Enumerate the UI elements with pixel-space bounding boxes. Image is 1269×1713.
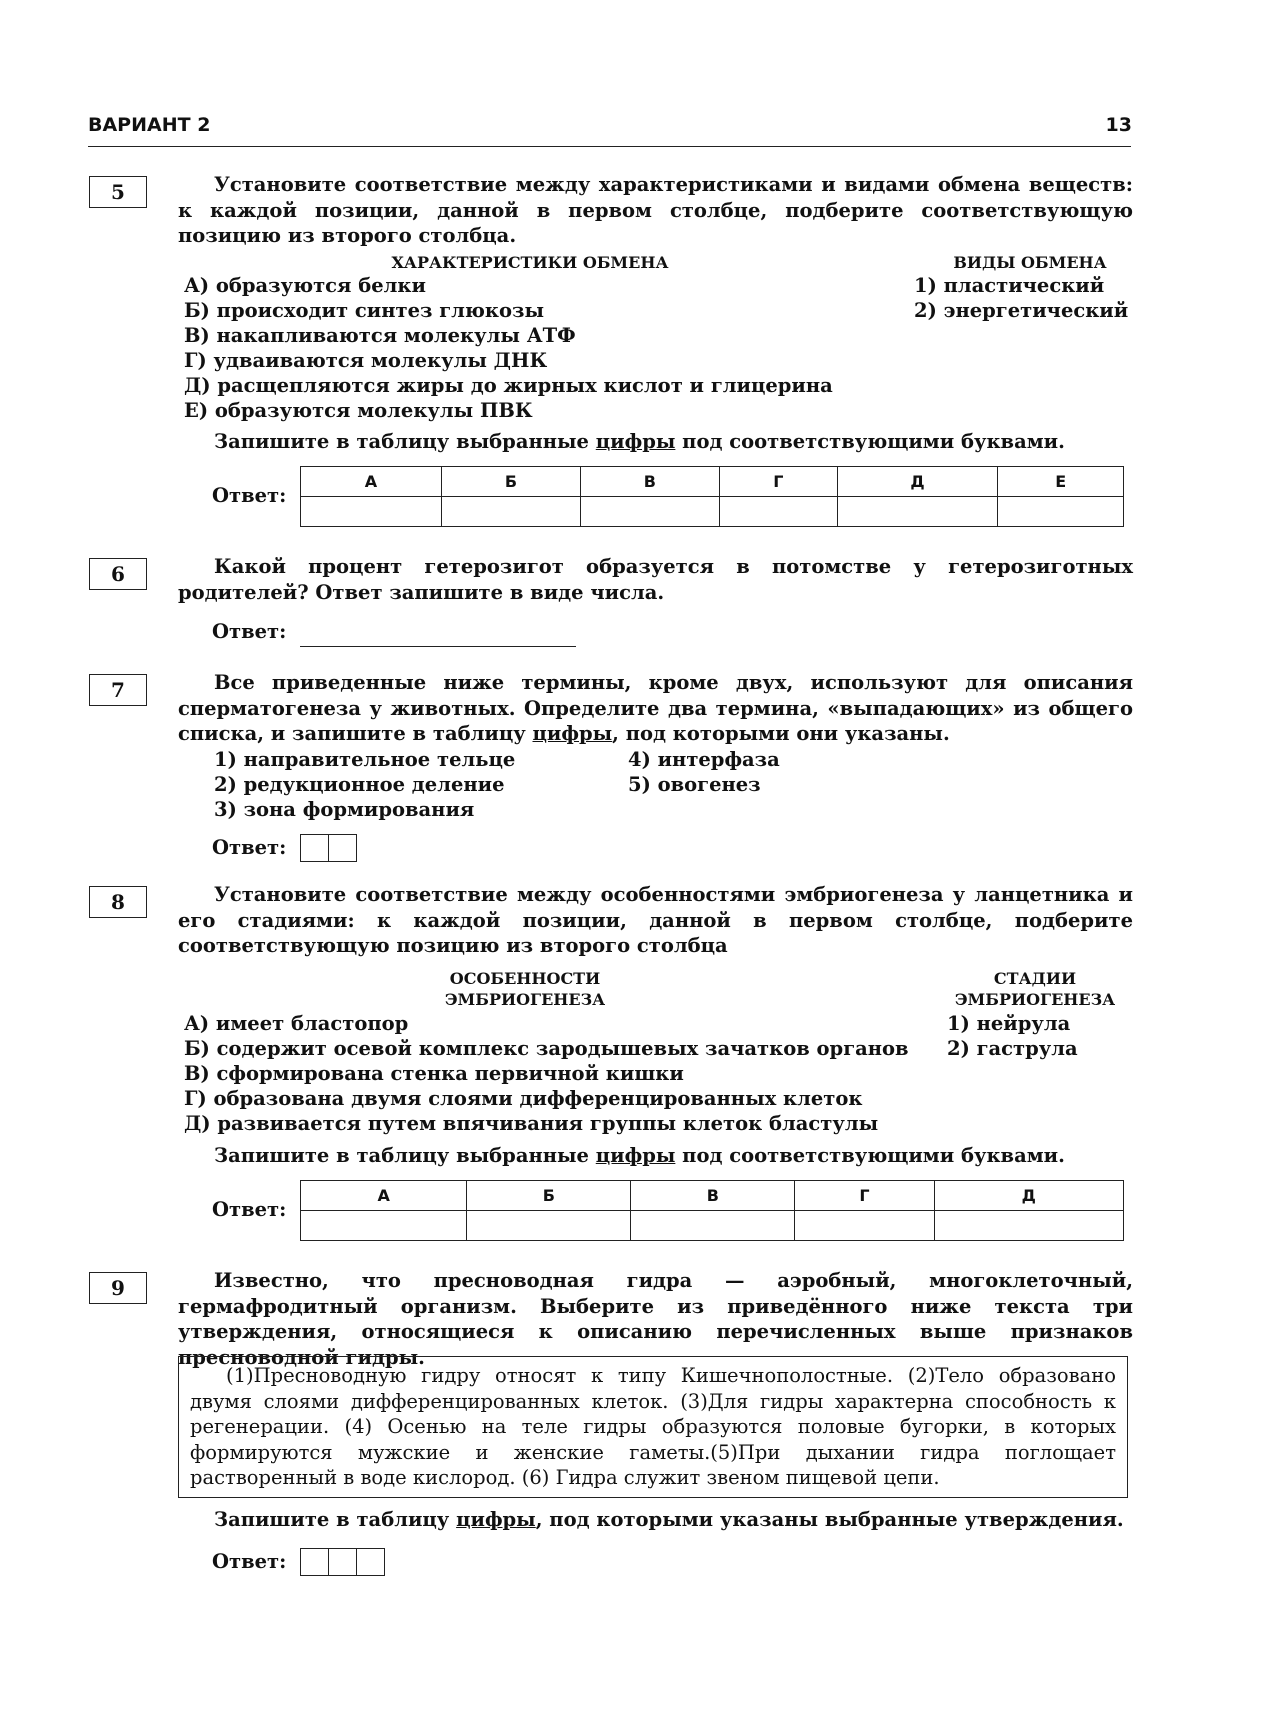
table-header-letter: Д — [837, 467, 998, 497]
task-8-text: Установите соответствие между особенностями эмбриогенеза у ланцетника и его стадиями: к каждой позиции, данной в первом столбце, подберите соответствующую позицию из второго столбца — [178, 883, 1133, 957]
table-header-letter: А — [301, 467, 442, 497]
task-5-text: Установите соответствие между характеристиками и видами обмена веществ: к каждой позиции, данной в первом столбце, подберите соответствующую позицию из второго столбца. — [178, 173, 1133, 247]
header-rule — [88, 146, 1131, 147]
table-header-letter: Г — [719, 467, 837, 497]
task-6-text: Какой процент гетерозигот образуется в потомстве у гетерозиготных родителей? Ответ запишите в виде числа. — [178, 555, 1133, 604]
task-5-option: 2) энергетический — [914, 299, 1129, 322]
answer-cell[interactable] — [631, 1211, 795, 1241]
task-5-answer-label: Ответ: — [212, 484, 287, 507]
task-5-item: А) образуются белки — [184, 274, 426, 297]
table-header-letter: В — [631, 1181, 795, 1211]
task-7-answer-label: Ответ: — [212, 836, 287, 859]
table-header-letter: А — [301, 1181, 467, 1211]
task-5-item: Б) происходит синтез глюкозы — [184, 299, 544, 322]
table-header-letter: В — [580, 467, 719, 497]
answer-cell[interactable] — [998, 497, 1124, 527]
task-8-instruction: Запишите в таблицу выбранные цифры под соответствующими буквами. — [214, 1144, 1065, 1167]
answer-cell[interactable] — [719, 497, 837, 527]
task-number-7: 7 — [89, 674, 147, 706]
page-header-variant: ВАРИАНТ 2 — [88, 114, 211, 136]
table-header-letter: Г — [795, 1181, 934, 1211]
task-7-term: 1) направительное тельце — [214, 748, 516, 771]
task-9-answer-boxes[interactable] — [300, 1548, 385, 1576]
task-9-statements-box — [178, 1356, 1128, 1498]
task-8-item: В) сформирована стенка первичной кишки — [184, 1062, 684, 1085]
task-7-answer-boxes[interactable] — [300, 834, 357, 862]
table-header-letter: Е — [998, 467, 1124, 497]
task-7-text: Все приведенные ниже термины, кроме двух, используют для описания сперматогенеза у животных. Определите два термина, «выпадающих» из общего списка, и запишите в таблицу цифры, под которыми они указаны. — [178, 671, 1133, 745]
task-5-item: Е) образуются молекулы ПВК — [184, 399, 533, 422]
task-6-answer-line[interactable] — [300, 620, 576, 647]
table-header-letter: Д — [934, 1181, 1123, 1211]
task-7-term: 3) зона формирования — [214, 798, 475, 821]
task-9-text: Известно, что пресноводная гидра — аэробный, многоклеточный, гермафродитный организм. Выберите из приведённого ниже текста три утверждения, относящиеся к описанию перечисленных выше признаков пресноводной гидры. — [178, 1269, 1133, 1369]
task-number-5: 5 — [89, 176, 147, 208]
task-6-answer-label: Ответ: — [212, 620, 287, 643]
answer-cell[interactable] — [301, 497, 442, 527]
task-8-col1-header: ОСОБЕННОСТИ ЭМБРИОГЕНЕЗА — [444, 969, 606, 1009]
task-8-item: Д) развивается путем впячивания группы клеток бластулы — [184, 1112, 879, 1135]
task-9-answer-label: Ответ: — [212, 1550, 287, 1573]
task-5-col1-header: ХАРАКТЕРИСТИКИ ОБМЕНА — [391, 253, 669, 272]
task-5-instruction: Запишите в таблицу выбранные цифры под соответствующими буквами. — [214, 430, 1065, 453]
table-header-letter: Б — [467, 1181, 631, 1211]
task-7-term: 5) овогенез — [628, 773, 761, 796]
task-8-col2-header: СТАДИИ ЭМБРИОГЕНЕЗА — [954, 969, 1116, 1009]
task-7-term: 4) интерфаза — [628, 748, 780, 771]
answer-cell[interactable] — [467, 1211, 631, 1241]
task-5-answer-table — [300, 466, 1124, 527]
task-9-instruction: Запишите в таблицу цифры, под которыми указаны выбранные утверждения. — [214, 1508, 1124, 1531]
task-5-item: В) накапливаются молекулы АТФ — [184, 324, 576, 347]
answer-cell[interactable] — [934, 1211, 1123, 1241]
task-5-item: Д) расщепляются жиры до жирных кислот и глицерина — [184, 374, 833, 397]
answer-cell[interactable] — [837, 497, 998, 527]
task-7-term: 2) редукционное деление — [214, 773, 505, 796]
task-5-item: Г) удваиваются молекулы ДНК — [184, 349, 548, 372]
page-number: 13 — [1105, 114, 1132, 136]
task-5-option: 1) пластический — [914, 274, 1105, 297]
task-8-item: Г) образована двумя слоями дифференцированных клеток — [184, 1087, 863, 1110]
answer-cell[interactable] — [441, 497, 580, 527]
task-5-col2-header: ВИДЫ ОБМЕНА — [953, 253, 1107, 272]
answer-cell[interactable] — [580, 497, 719, 527]
answer-cell[interactable] — [795, 1211, 934, 1241]
task-8-answer-table — [300, 1180, 1124, 1241]
table-header-letter: Б — [441, 467, 580, 497]
task-number-8: 8 — [89, 886, 147, 918]
task-8-answer-label: Ответ: — [212, 1198, 287, 1221]
task-8-item: А) имеет бластопор — [184, 1012, 409, 1035]
task-9-statements-text: (1)Пресноводную гидру относят к типу Кишечнополостные. (2)Тело образовано двумя слоями дифференцированных клеток. (3)Для гидры характерна способность к регенерации. (4) Осенью на теле гидры образуются половые бугорки, в которых формируются мужские и женские гаметы.(5)При дыхании гидра поглощает растворенный в воде кислород. (6) Гидра служит звеном пищевой цепи. — [190, 1364, 1116, 1489]
task-8-option: 2) гаструла — [947, 1037, 1078, 1060]
task-8-item: Б) содержит осевой комплекс зародышевых зачатков органов — [184, 1037, 909, 1060]
task-number-6: 6 — [89, 558, 147, 590]
task-number-9: 9 — [89, 1272, 147, 1304]
task-8-option: 1) нейрула — [947, 1012, 1071, 1035]
answer-cell[interactable] — [301, 1211, 467, 1241]
